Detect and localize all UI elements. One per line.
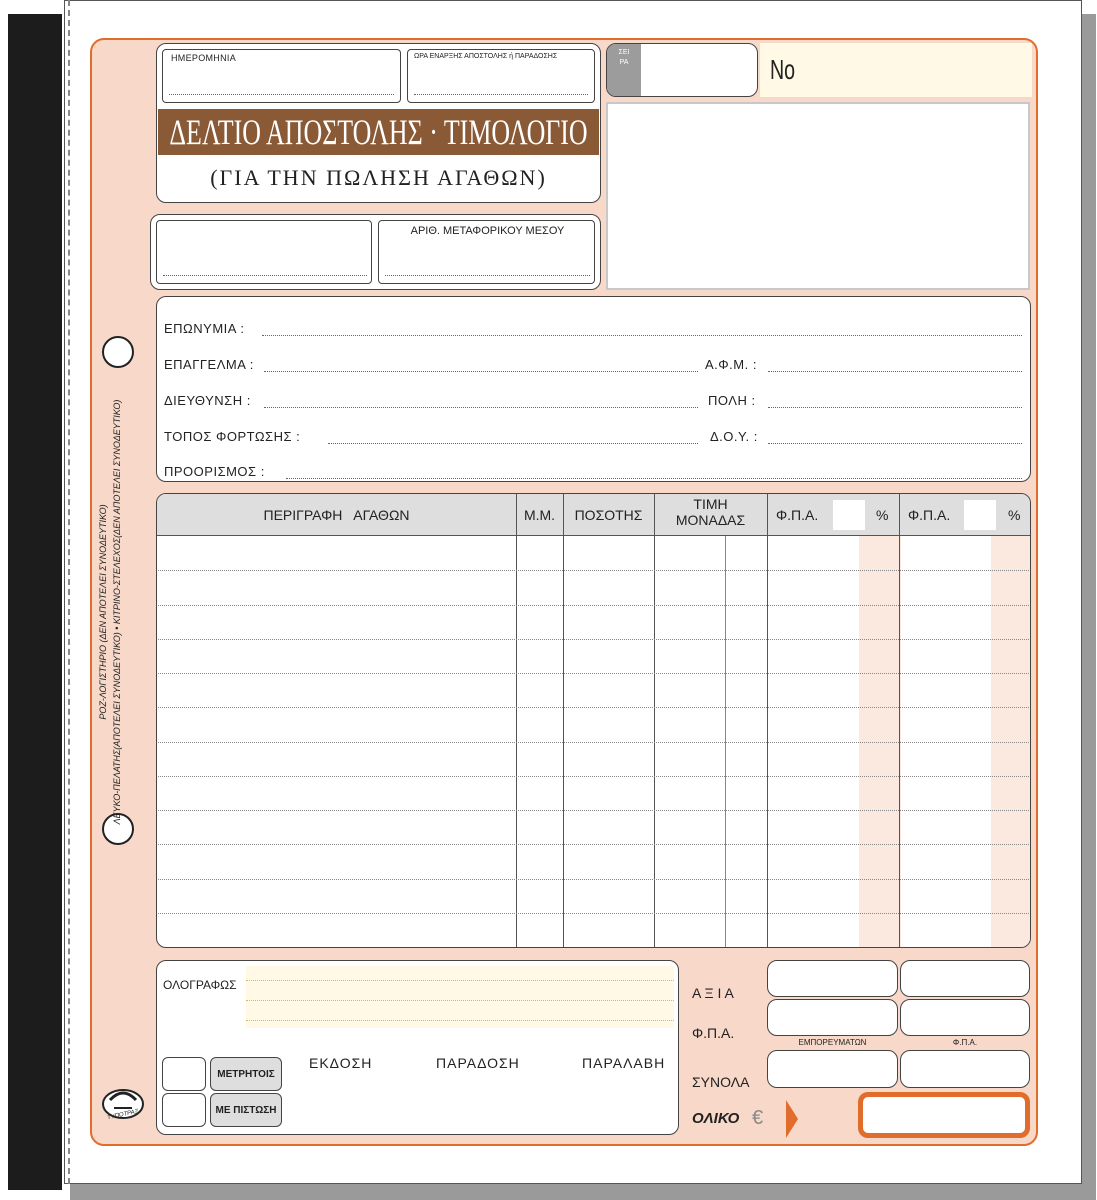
profession-label: ΕΠΑΓΓΕΛΜΑ : bbox=[164, 357, 254, 372]
doy-label: Δ.Ο.Υ. : bbox=[710, 429, 758, 444]
cash-checkbox[interactable] bbox=[162, 1057, 206, 1091]
transport-purpose-line bbox=[163, 275, 367, 276]
date-line bbox=[169, 94, 394, 95]
copy-note-line2: ΛΕΥΚΟ-ΠΕΛΑΤΗΣ(ΑΠΟΤΕΛΕΙ ΣΥΝΟΔΕΥΤΙΚΟ) • ΚΙΤΡΙΝΟ-ΣΤΕΛΕΧΟΣ(ΔΕΝ ΑΠΟΤΕΛΕΙ ΣΥΝΟΔΕΥΤΙΚΟ) bbox=[112, 399, 122, 825]
document-subtitle: (ΓΙΑ ΤΗΝ ΠΩΛΗΣΗ ΑΓΑΘΩΝ) bbox=[210, 165, 547, 190]
vat-column-label: Φ.Π.Α. bbox=[952, 1038, 978, 1047]
value-goods-field[interactable] bbox=[767, 960, 898, 997]
publisher-logo bbox=[100, 1078, 146, 1124]
header-vat-1: Φ.Π.Α. bbox=[776, 507, 819, 523]
credit-checkbox[interactable] bbox=[162, 1093, 206, 1127]
vat-rate-2-field[interactable] bbox=[964, 500, 996, 530]
words-line-1 bbox=[246, 980, 674, 981]
series-label: ΣΕΙΡΑ bbox=[618, 49, 630, 66]
header-description: ΠΕΡΙΓΡΑΦΗ ΑΓΑΘΩΝ bbox=[263, 507, 410, 523]
item-row-line bbox=[158, 879, 1029, 880]
arrow-right-icon bbox=[786, 1100, 798, 1138]
words-line-3 bbox=[246, 1020, 674, 1021]
loading-place-line[interactable] bbox=[328, 443, 698, 444]
totals-label: ΣΥΝΟΛΑ bbox=[692, 1074, 750, 1090]
item-row-line bbox=[158, 776, 1029, 777]
item-row-line bbox=[158, 673, 1029, 674]
totals-vat-field[interactable] bbox=[900, 1050, 1030, 1088]
item-row-line bbox=[158, 810, 1029, 811]
issuer-box bbox=[606, 102, 1030, 290]
profession-line[interactable] bbox=[264, 371, 698, 372]
item-row-line bbox=[158, 742, 1029, 743]
afm-label: Α.Φ.Μ. : bbox=[705, 357, 757, 372]
goods-column-label: ΕΜΠΟΡΕΥΜΑΤΩΝ bbox=[798, 1038, 867, 1047]
vat-vat-field[interactable] bbox=[900, 999, 1030, 1036]
vat-rate-1-field[interactable] bbox=[833, 500, 865, 530]
series-box[interactable] bbox=[606, 43, 758, 97]
grand-total-field[interactable] bbox=[858, 1092, 1030, 1138]
page-shadow-bottom bbox=[70, 1184, 1096, 1200]
date-field[interactable] bbox=[162, 49, 401, 103]
afm-line[interactable] bbox=[768, 371, 1022, 372]
copy-note-line1: ΡΟΖ-ΛΟΓΙΣΤΗΡΙΟ (ΔΕΝ ΑΠΟΤΕΛΕΙ ΣΥΝΟΔΕΥΤΙΚΟ) bbox=[98, 504, 108, 720]
number-label: No bbox=[770, 54, 796, 85]
page-shadow-right bbox=[1082, 14, 1096, 1200]
item-row-line bbox=[158, 605, 1029, 606]
issue-signature-label: ΕΚΔΟΣΗ bbox=[309, 1055, 373, 1071]
city-line[interactable] bbox=[768, 407, 1022, 408]
receipt-signature-label: ΠΑΡΑΛΑΒΗ bbox=[582, 1055, 666, 1071]
copy-distribution-note bbox=[96, 322, 140, 902]
vehicle-number-line bbox=[385, 275, 590, 276]
document-title: ΔΕΛΤΙΟ ΑΠΟΣΤΟΛΗΣ · ΤΙΜΟΛΟΓΙΟ bbox=[169, 112, 588, 152]
words-line-2 bbox=[246, 1000, 674, 1001]
cash-label: ΜΕΤΡΗΤΟΙΣ bbox=[210, 1057, 282, 1091]
destination-label: ΠΡΟΟΡΙΣΜΟΣ : bbox=[164, 464, 265, 479]
item-row-line bbox=[158, 844, 1029, 845]
header-vat-1-percent: % bbox=[876, 507, 889, 523]
item-row-line bbox=[158, 639, 1029, 640]
time-field[interactable] bbox=[407, 49, 595, 103]
vehicle-number-label: ΑΡΙΘ. ΜΕΤΑΦΟΡΙΚΟΥ ΜΕΣΟΥ bbox=[410, 225, 565, 237]
binding-spine bbox=[8, 14, 62, 1190]
publisher-logo-text: ΤΥΠΟΤΡΑΞ bbox=[106, 1108, 140, 1122]
header-vat-2: Φ.Π.Α. bbox=[908, 507, 951, 523]
currency-symbol: € bbox=[752, 1107, 764, 1129]
header-vat-2-percent: % bbox=[1008, 507, 1021, 523]
value-vat-field[interactable] bbox=[900, 960, 1030, 997]
delivery-signature-label: ΠΑΡΑΔΟΣΗ bbox=[436, 1055, 520, 1071]
address-line[interactable] bbox=[264, 407, 698, 408]
credit-label: ΜΕ ΠΙΣΤΩΣΗ bbox=[210, 1093, 282, 1127]
grand-total-label: ΟΛΙΚΟ bbox=[692, 1110, 740, 1127]
vat-goods-field[interactable] bbox=[767, 999, 898, 1036]
loading-place-label: ΤΟΠΟΣ ΦΟΡΤΩΣΗΣ : bbox=[164, 429, 301, 444]
vat-total-label: Φ.Π.Α. bbox=[692, 1025, 735, 1041]
vehicle-number-field[interactable] bbox=[378, 220, 595, 284]
customer-name-label: ΕΠΩΝΥΜΙΑ : bbox=[164, 321, 245, 336]
transport-purpose-field[interactable] bbox=[156, 220, 372, 284]
item-row-line bbox=[158, 913, 1029, 914]
header-quantity: ΠΟΣΟΤΗΣ bbox=[574, 507, 643, 523]
number-field[interactable] bbox=[760, 43, 1032, 97]
header-unit: Μ.Μ. bbox=[523, 507, 556, 523]
amount-in-words-label: ΟΛΟΓΡΑΦΩΣ bbox=[163, 978, 237, 992]
destination-line[interactable] bbox=[286, 478, 1022, 479]
item-row-line bbox=[158, 570, 1029, 571]
date-label: ΗΜΕΡΟΜΗΝΙΑ bbox=[171, 53, 237, 63]
time-label: ΩΡΑ ΕΝΑΡΞΗΣ ΑΠΟΣΤΟΛΗΣ ή ΠΑΡΑΔΟΣΗΣ bbox=[414, 53, 558, 60]
totals-goods-field[interactable] bbox=[767, 1050, 898, 1088]
customer-name-line[interactable] bbox=[262, 335, 1022, 336]
doy-line[interactable] bbox=[768, 443, 1022, 444]
value-label: Α Ξ Ι Α bbox=[692, 985, 734, 1001]
header-unit-price-1: ΤΙΜΗ bbox=[693, 496, 728, 512]
item-row-line bbox=[158, 707, 1029, 708]
city-label: ΠΟΛΗ : bbox=[708, 393, 756, 408]
customer-box bbox=[156, 296, 1031, 482]
time-line bbox=[414, 94, 588, 95]
address-label: ΔΙΕΥΘΥΝΣΗ : bbox=[164, 393, 251, 408]
header-unit-price-2: ΜΟΝΑΔΑΣ bbox=[675, 512, 746, 528]
perforation-line bbox=[68, 0, 70, 1184]
amount-in-words-field[interactable] bbox=[246, 966, 674, 1028]
